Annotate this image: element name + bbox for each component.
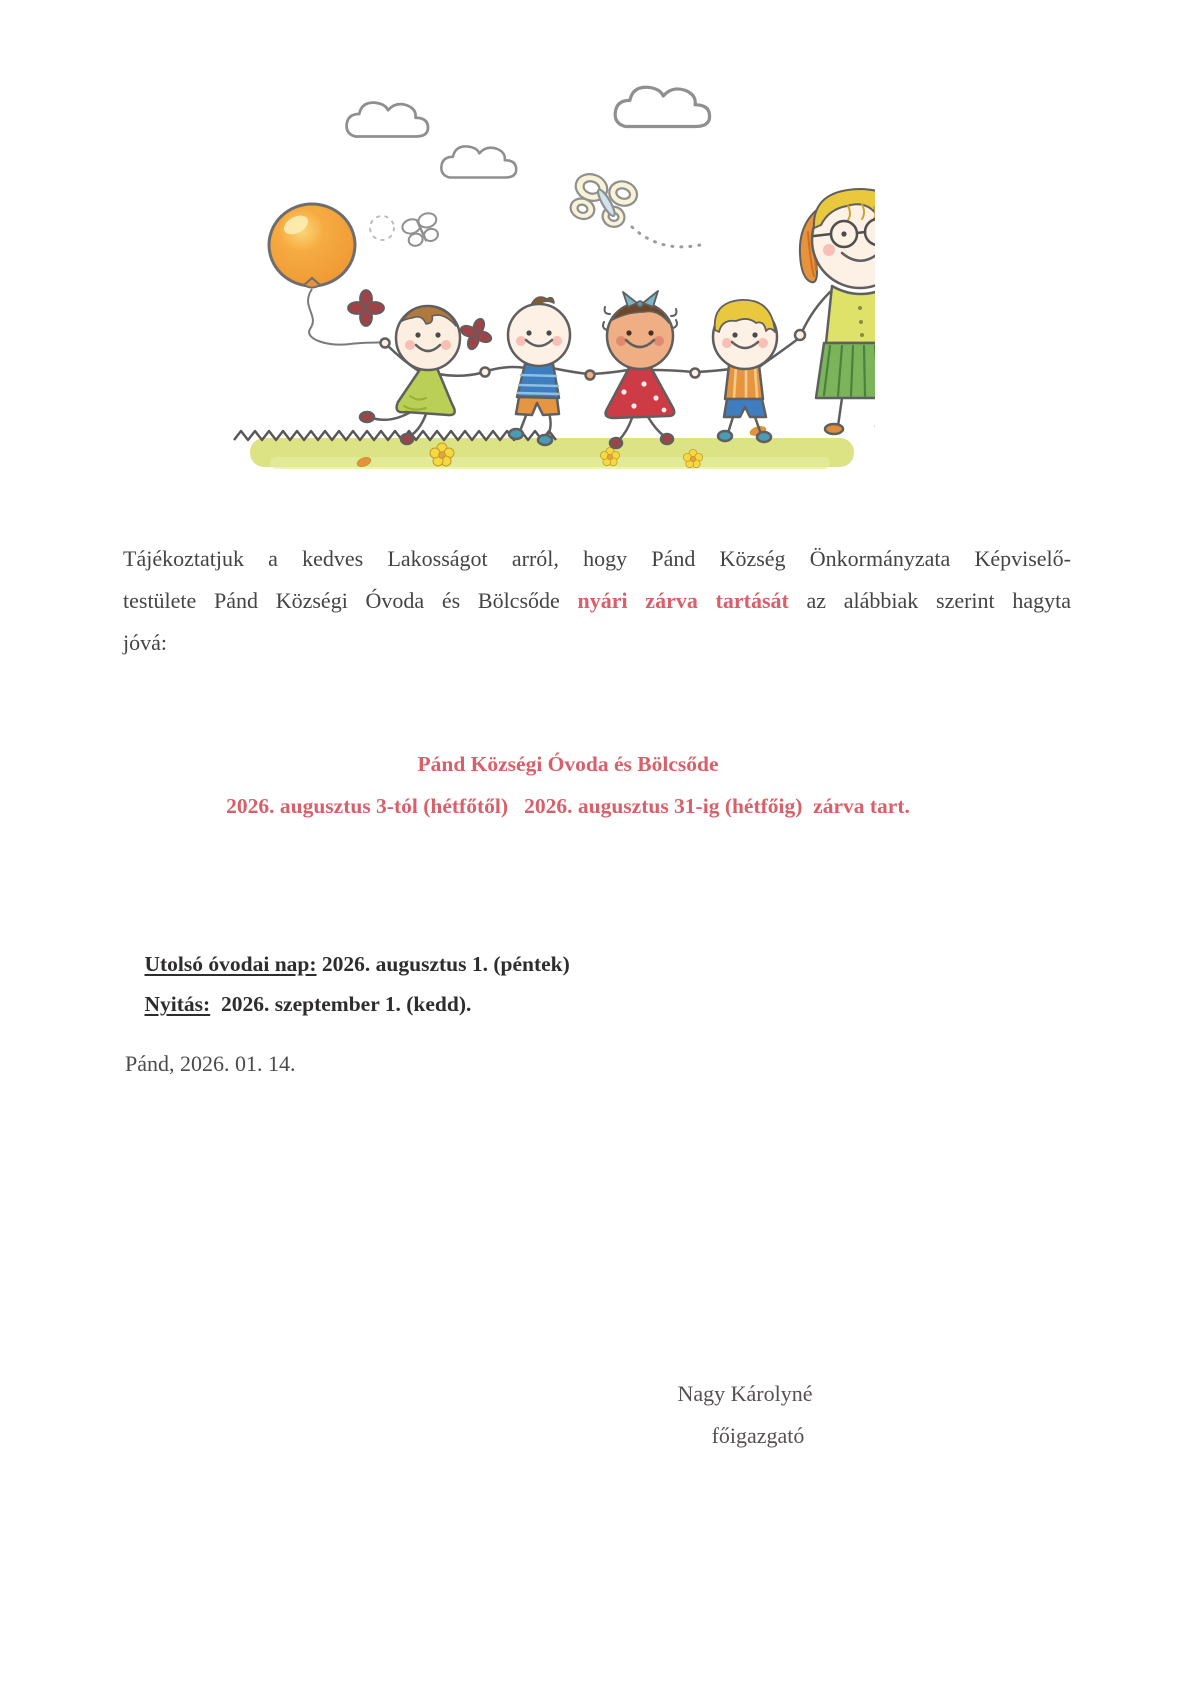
- intro-line-3: jóvá:: [123, 630, 167, 655]
- intro-line-2: testülete Pánd Községi Óvoda és Bölcsőde nyári zárva tartását az alábbiak szerint hagyta: [123, 588, 1071, 613]
- children-illustration: [230, 85, 875, 470]
- cloud-icon: [347, 87, 710, 177]
- last-day-label: Utolsó óvodai nap:: [144, 952, 317, 976]
- intro-line-1: Tájékoztatjuk a kedves Lakosságot arról, hogy Pánd Község Önkormányzata Képviselő-: [123, 546, 1071, 571]
- opening-line: [123, 959, 471, 1049]
- child-girl-green: [348, 290, 497, 444]
- place-date: Pánd, 2026. 01. 14.: [125, 1051, 296, 1076]
- child-boy-orange: [691, 300, 799, 442]
- highlighted-phrase: nyári zárva tartását: [577, 588, 789, 613]
- notice-title: Pánd Községi Óvoda és Bölcsőde: [417, 752, 719, 776]
- intro-paragraph: [123, 538, 1071, 664]
- opening-value: 2026. szeptember 1. (kedd).: [210, 992, 472, 1016]
- teacher-figure: [795, 189, 875, 434]
- butterfly-icon: [370, 211, 441, 248]
- last-day-value: 2026. augusztus 1. (péntek): [316, 952, 570, 976]
- signature-name: Nagy Károlyné: [677, 1381, 813, 1406]
- signature-block: [595, 1373, 895, 1457]
- signature-title: főigazgató: [711, 1423, 805, 1448]
- opening-label: Nyitás:: [144, 992, 211, 1016]
- child-girl-red: [586, 291, 694, 448]
- child-boy-blue: [481, 297, 589, 445]
- notice-dates: 2026. augusztus 3-tól (hétfőtől) 2026. augusztus 31-ig (hétfőig) zárva tart.: [226, 794, 910, 818]
- butterfly-icon: [566, 167, 700, 247]
